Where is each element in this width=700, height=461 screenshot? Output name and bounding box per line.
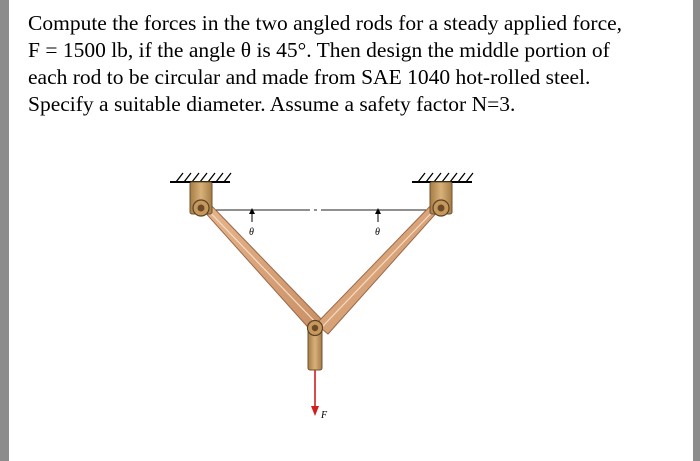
force-arrow <box>311 370 319 416</box>
truss-figure <box>150 162 510 452</box>
left-bracket <box>190 182 212 216</box>
right-bracket <box>430 182 452 216</box>
problem-line-3: each rod to be circular and made from SAE 1040 hot-rolled steel. <box>28 65 591 89</box>
right-frame-border <box>693 0 700 461</box>
right-ground-support <box>412 173 473 182</box>
left-angle-label: θ <box>249 227 254 238</box>
left-frame-border <box>0 0 9 461</box>
problem-line-4: Specify a suitable diameter. Assume a safety factor N=3. <box>28 92 516 116</box>
center-joint <box>308 321 323 371</box>
right-angle-label: θ <box>375 227 380 238</box>
left-rod <box>194 200 326 334</box>
right-rod <box>316 200 448 334</box>
problem-statement <box>28 10 678 118</box>
problem-line-1: Compute the forces in the two angled rods for a steady applied force, <box>28 11 623 35</box>
problem-line-2: F = 1500 lb, if the angle θ is 45°. Then design the middle portion of <box>28 38 610 62</box>
force-label: F <box>321 410 328 421</box>
left-ground-support <box>170 173 231 182</box>
